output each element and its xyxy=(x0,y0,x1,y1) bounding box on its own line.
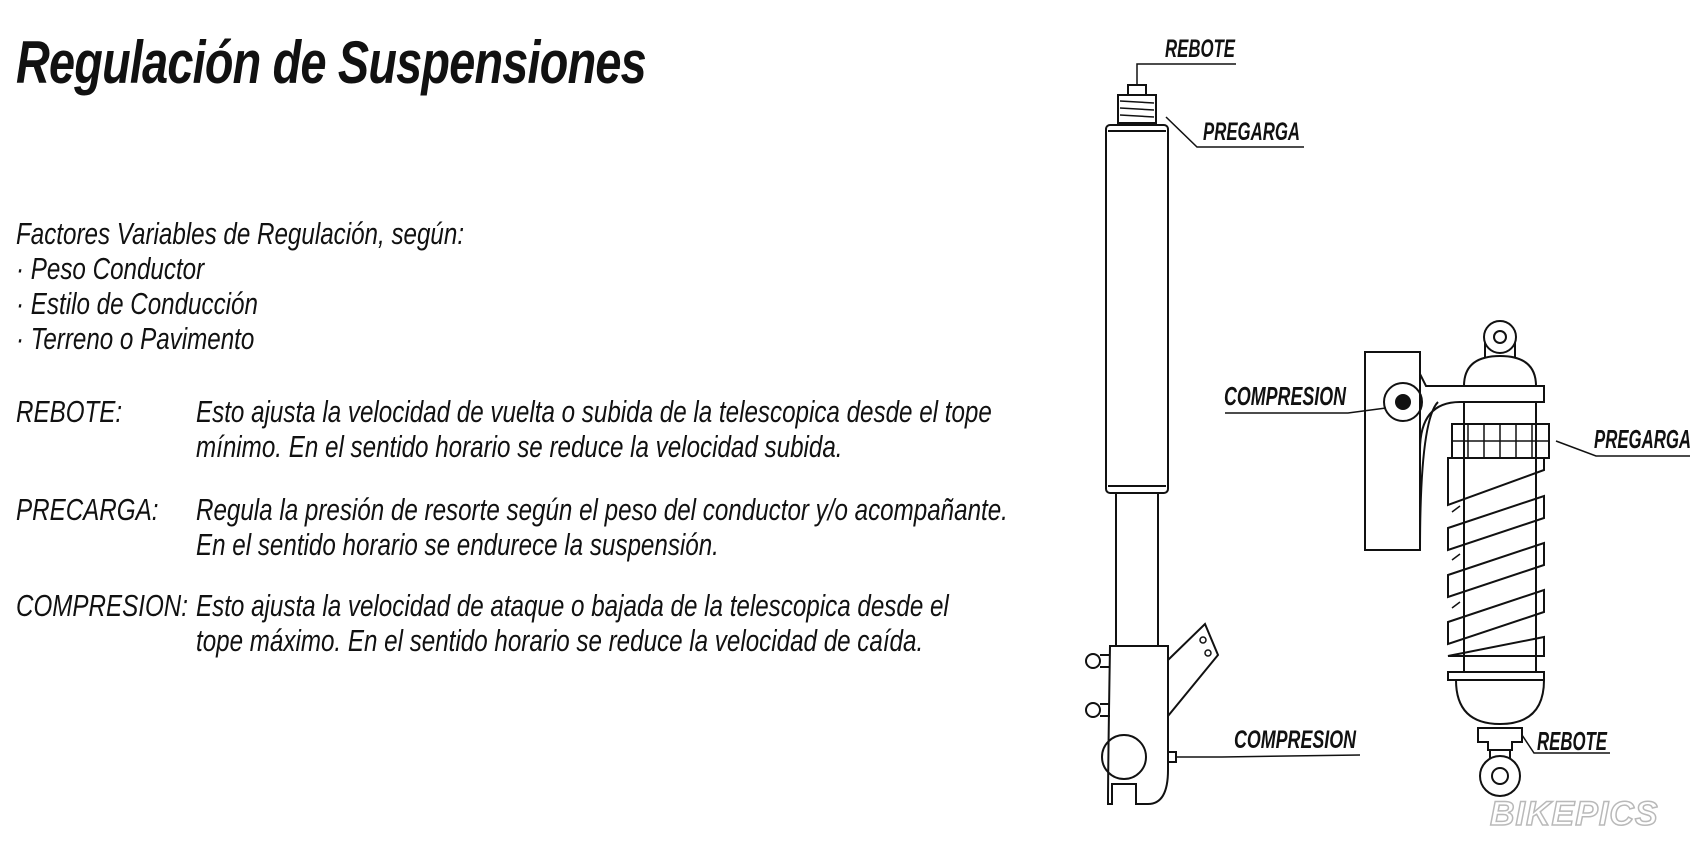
fork-label-pregarga: PREGARGA xyxy=(1203,118,1300,146)
shock-spring-coil xyxy=(1448,458,1544,505)
shock-reservoir xyxy=(1365,352,1420,550)
shock-collar-grid xyxy=(1452,424,1549,458)
shock-drawing xyxy=(1224,321,1691,796)
shock-top-eye xyxy=(1484,321,1516,353)
page-title: Regulación de Suspensiones xyxy=(16,29,646,96)
factor-item: · Peso Conductor xyxy=(16,251,205,286)
fork-compression-adjuster xyxy=(1168,752,1176,762)
desc-line: En el sentido horario se endurece la suspensión. xyxy=(196,527,719,562)
fork-label-rebote: REBOTE xyxy=(1165,35,1236,63)
desc-line: mínimo. En el sentido horario se reduce la velocidad subida. xyxy=(196,429,843,464)
shock-connector xyxy=(1420,374,1544,450)
shock-bottom-eye-hole xyxy=(1492,768,1508,784)
shock-bottom-eye xyxy=(1480,756,1520,796)
desc-line: tope máximo. En el sentido horario se reduce la velocidad de caída. xyxy=(196,623,924,658)
factors-heading: Factores Variables de Regulación, según: xyxy=(16,216,465,251)
fork-upper-tube xyxy=(1106,125,1168,493)
fork-lower-leg xyxy=(1108,646,1168,804)
shock-label-compresion: COMPRESION xyxy=(1224,381,1347,411)
shock-label-rebote: REBOTE xyxy=(1537,726,1608,756)
fork-nut-thread xyxy=(1120,101,1154,117)
shock-spring-coil xyxy=(1448,590,1544,644)
fork-caliper-mount xyxy=(1086,703,1100,717)
term-compresion: COMPRESION: xyxy=(16,588,188,623)
shock-top-cap xyxy=(1464,356,1536,386)
shock-compression-knob xyxy=(1395,394,1411,410)
fork-caliper-mount xyxy=(1086,654,1100,668)
factor-item: · Terreno o Pavimento xyxy=(16,321,255,356)
shock-label-pregarga: PREGARGA xyxy=(1594,424,1691,454)
term-rebote: REBOTE: xyxy=(16,394,123,429)
fork-rebound-adjuster xyxy=(1128,85,1146,95)
fork-fender-bracket xyxy=(1168,624,1218,716)
fork-label-compresion: COMPRESION xyxy=(1234,726,1357,754)
fork-stanchion xyxy=(1116,493,1158,646)
fork-drawing xyxy=(1086,35,1360,804)
shock-top-eye-hole xyxy=(1494,331,1506,343)
fork-bracket-hole xyxy=(1205,650,1211,656)
desc-line: Regula la presión de resorte según el peso del conductor y/o acompañante. xyxy=(196,492,1008,527)
shock-spring-coil xyxy=(1448,496,1544,550)
fork-compresion-leader xyxy=(1176,755,1360,757)
fork-rebote-leader xyxy=(1137,64,1236,85)
desc-line: Esto ajusta la velocidad de vuelta o subida de la telescopica desde el tope xyxy=(196,394,992,429)
term-precarga: PRECARGA: xyxy=(16,492,159,527)
shock-spring-coil xyxy=(1448,543,1544,597)
desc-line: Esto ajusta la velocidad de ataque o bajada de la telescopica desde el xyxy=(196,588,949,623)
factor-item: · Estilo de Conducción xyxy=(16,286,258,321)
shock-rebound-adjuster xyxy=(1478,728,1522,750)
bikepics-watermark: BIKEPICS xyxy=(1490,795,1659,833)
fork-bracket-hole xyxy=(1200,637,1206,643)
shock-connector-inner xyxy=(1420,402,1438,550)
